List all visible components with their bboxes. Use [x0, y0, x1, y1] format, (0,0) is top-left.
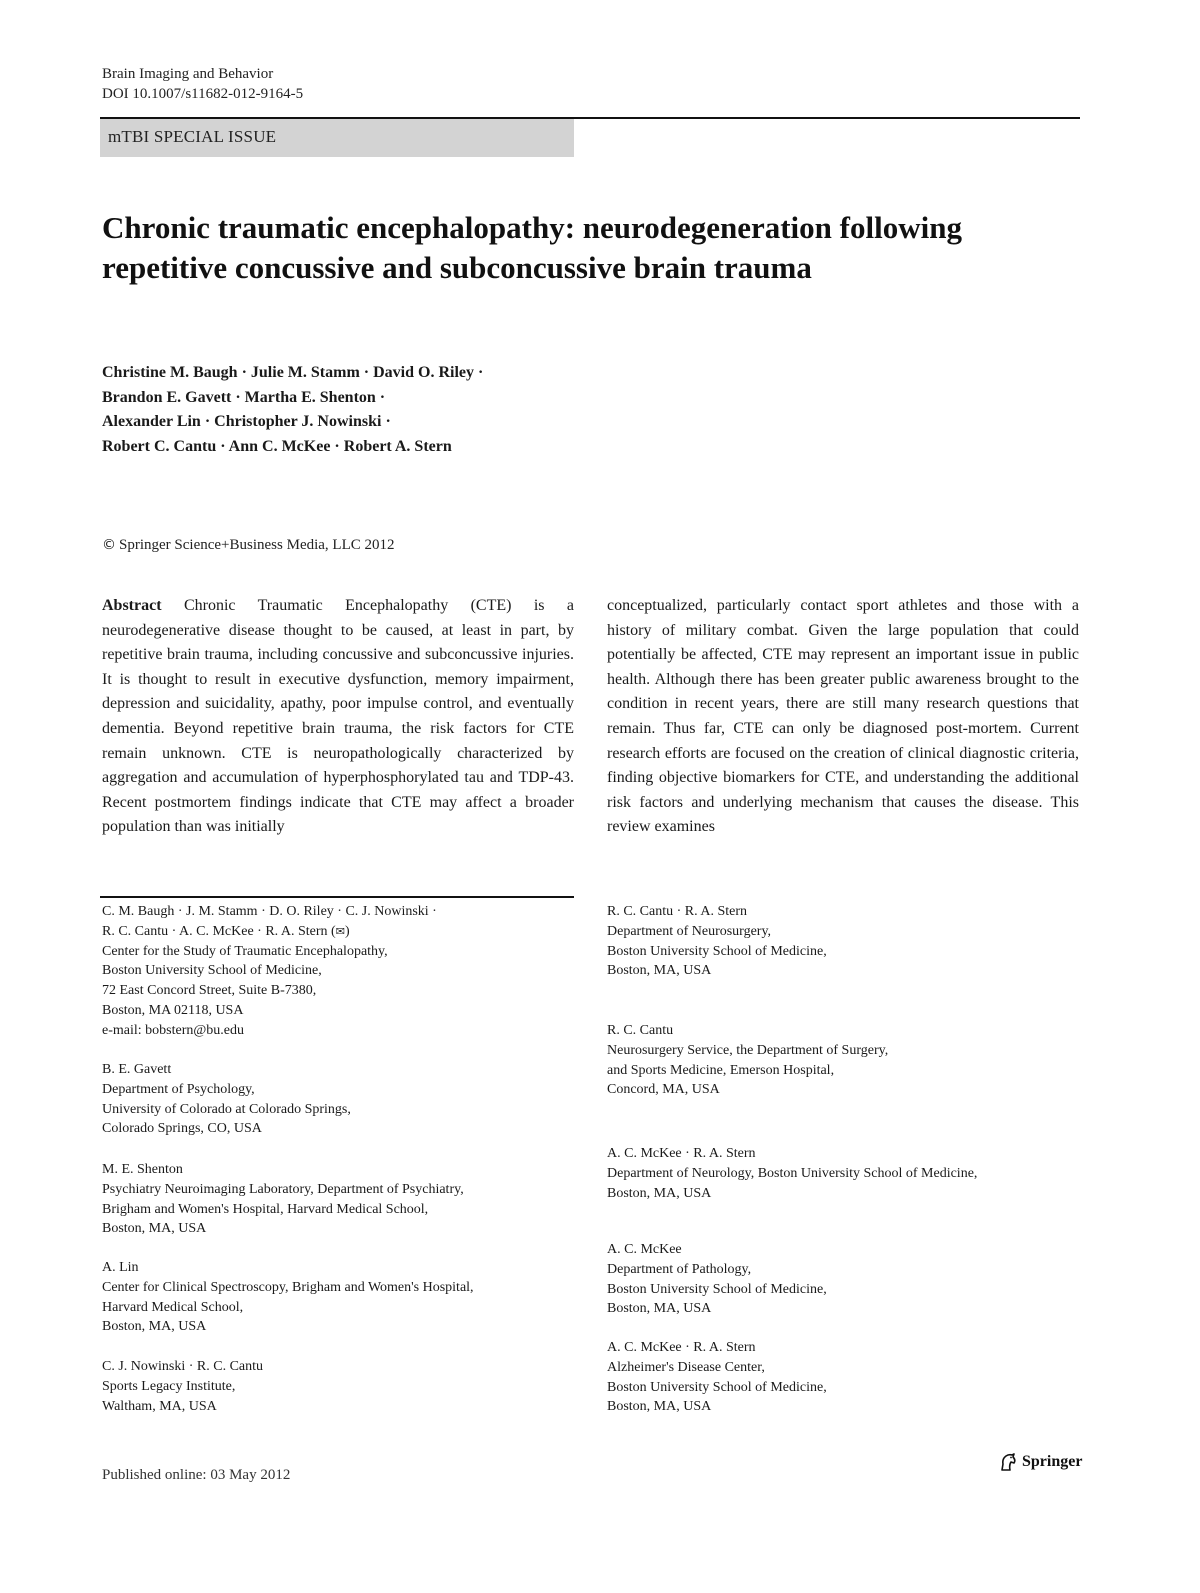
affiliation-line: A. C. McKee · R. A. Stern	[607, 1340, 756, 1355]
published-date: Published online: 03 May 2012	[102, 1467, 291, 1483]
abstract-right-column	[607, 594, 1079, 840]
affiliations-rule	[100, 896, 574, 898]
springer-horse-icon	[998, 1452, 1018, 1472]
author-line: Brandon E. Gavett · Martha E. Shenton ·	[102, 388, 386, 406]
affiliation-line: Harvard Medical School,	[102, 1299, 244, 1315]
copyright-notice	[102, 537, 395, 554]
affiliation-line: M. E. Shenton	[102, 1162, 183, 1177]
affiliation-line: Sports Legacy Institute,	[102, 1378, 236, 1394]
copyright-symbol: ©	[102, 537, 116, 553]
author-line: Christine M. Baugh · Julie M. Stamm · David O. Riley ·	[102, 364, 484, 381]
affiliation-line: R. C. Cantu · R. A. Stern	[607, 904, 748, 919]
affiliation-line: Colorado Springs, CO, USA	[102, 1121, 262, 1137]
affiliation-line: Boston, MA, USA	[102, 1319, 207, 1335]
abstract-left-column	[102, 594, 574, 840]
affiliation-line: Boston, MA 02118, USA	[102, 1002, 244, 1018]
affiliation-line: R. C. Cantu	[607, 1023, 674, 1038]
affiliation-line: e-mail: bobstern@bu.edu	[102, 1022, 244, 1038]
affiliation-line: C. J. Nowinski · R. C. Cantu	[102, 1359, 264, 1374]
affiliation-group	[607, 902, 827, 981]
affiliation-line: Neurosurgery Service, the Department of Surgery,	[607, 1042, 889, 1058]
affiliation-line: Brigham and Women's Hospital, Harvard Medical School,	[102, 1201, 429, 1217]
affiliation-line: Boston, MA, USA	[607, 1301, 712, 1317]
affiliation-line: Department of Psychology,	[102, 1081, 255, 1097]
affiliation-group	[102, 1258, 474, 1337]
envelope-icon: ✉	[335, 924, 345, 938]
affiliation-group	[607, 1021, 888, 1100]
affiliation-line: Concord, MA, USA	[607, 1082, 720, 1098]
affiliation-line: and Sports Medicine, Emerson Hospital,	[607, 1062, 835, 1078]
envelope-close-paren: )	[344, 923, 350, 939]
section-label: mTBI SPECIAL ISSUE	[108, 127, 277, 146]
abstract-text-right: conceptualized, particularly contact sport athletes and those with a history of military combat. Given the large population that could potentially be affected, CTE may represent an important issue in public health. Although there has been greater public awareness brought to the condition in recent years, there are still many research questions that remain. Thus far, CTE can only be diagnosed post-mortem. Current research efforts are focused on the creation of clinical diagnostic criteria, finding objective biomarkers for CTE, and understanding the additional risk factors and underlying mechanism that causes the disease. This review examines	[607, 597, 1079, 836]
affiliation-line: A. C. McKee · R. A. Stern	[607, 1146, 756, 1161]
section-banner	[100, 119, 574, 157]
affiliation-line: B. E. Gavett	[102, 1062, 172, 1077]
author-list	[102, 361, 483, 459]
affiliation-group	[607, 1338, 827, 1417]
affiliation-line: Boston University School of Medicine,	[607, 943, 827, 959]
affiliation-line: Department of Neurosurgery,	[607, 923, 772, 939]
affiliation-line: Department of Pathology,	[607, 1261, 752, 1277]
article-title: Chronic traumatic encephalopathy: neurodegeneration following repetitive concussive and subconcussive brain trauma	[102, 210, 962, 285]
affiliation-line-text: R. C. Cantu · A. C. McKee · R. A. Stern (	[102, 923, 336, 939]
abstract-text-left: Chronic Traumatic Encephalopathy (CTE) is a neurodegenerative disease thought to be caused, at least in part, by repetitive brain trauma, including concussive and subconcussive injuries. It is thought to result in executive dysfunction, memory impairment, depression and suicidality, apathy, poor impulse control, and eventually dementia. Beyond repetitive brain trauma, the risk factors for CTE remain unknown. CTE is neuropathologically characterized by aggregation and accumulation of hyperphosphorylated tau and TDP-43. Recent postmortem findings indicate that CTE may affect a broader population than was initially	[102, 597, 575, 836]
affiliation-line: 72 East Concord Street, Suite B-7380,	[102, 983, 317, 999]
publisher-name: Springer	[1022, 1453, 1083, 1470]
affiliation-group	[102, 1060, 351, 1139]
publisher-logo	[998, 1452, 1082, 1472]
affiliation-line	[102, 922, 437, 942]
abstract-label: Abstract	[102, 597, 162, 614]
affiliation-group	[607, 1144, 977, 1203]
affiliation-line: Center for the Study of Traumatic Encephalopathy,	[102, 943, 388, 959]
journal-name: Brain Imaging and Behavior	[102, 66, 274, 82]
affiliation-line: A. Lin	[102, 1260, 139, 1275]
affiliation-line: Boston University School of Medicine,	[607, 1379, 827, 1395]
doi: DOI 10.1007/s11682-012-9164-5	[102, 86, 304, 102]
affiliation-line: Center for Clinical Spectroscopy, Brigham and Women's Hospital,	[102, 1279, 474, 1295]
affiliation-line: C. M. Baugh · J. M. Stamm · D. O. Riley · C. J. Nowinski ·	[102, 904, 437, 919]
author-line: Alexander Lin · Christopher J. Nowinski ·	[102, 413, 391, 430]
affiliation-group	[102, 1357, 263, 1416]
author-line: Robert C. Cantu · Ann C. McKee · Robert A. Stern	[102, 437, 452, 455]
affiliation-group	[102, 902, 437, 1041]
copyright-text: Springer Science+Business Media, LLC 2012	[119, 537, 395, 553]
affiliation-group	[607, 1240, 827, 1319]
affiliation-line: Psychiatry Neuroimaging Laboratory, Department of Psychiatry,	[102, 1181, 464, 1197]
affiliation-line: Department of Neurology, Boston University School of Medicine,	[607, 1165, 978, 1181]
affiliation-group	[102, 1160, 464, 1239]
affiliation-line: Boston, MA, USA	[607, 1185, 712, 1201]
affiliation-line: Alzheimer's Disease Center,	[607, 1359, 765, 1375]
affiliation-line: A. C. McKee	[607, 1242, 682, 1257]
affiliation-line: Boston University School of Medicine,	[102, 963, 322, 979]
affiliation-line: Boston, MA, USA	[102, 1221, 207, 1237]
affiliation-line: Boston, MA, USA	[607, 1399, 712, 1415]
affiliation-line: Boston University School of Medicine,	[607, 1281, 827, 1297]
affiliation-line: University of Colorado at Colorado Springs,	[102, 1101, 351, 1117]
affiliation-line: Boston, MA, USA	[607, 963, 712, 979]
journal-header	[102, 64, 303, 104]
affiliation-line: Waltham, MA, USA	[102, 1398, 217, 1414]
